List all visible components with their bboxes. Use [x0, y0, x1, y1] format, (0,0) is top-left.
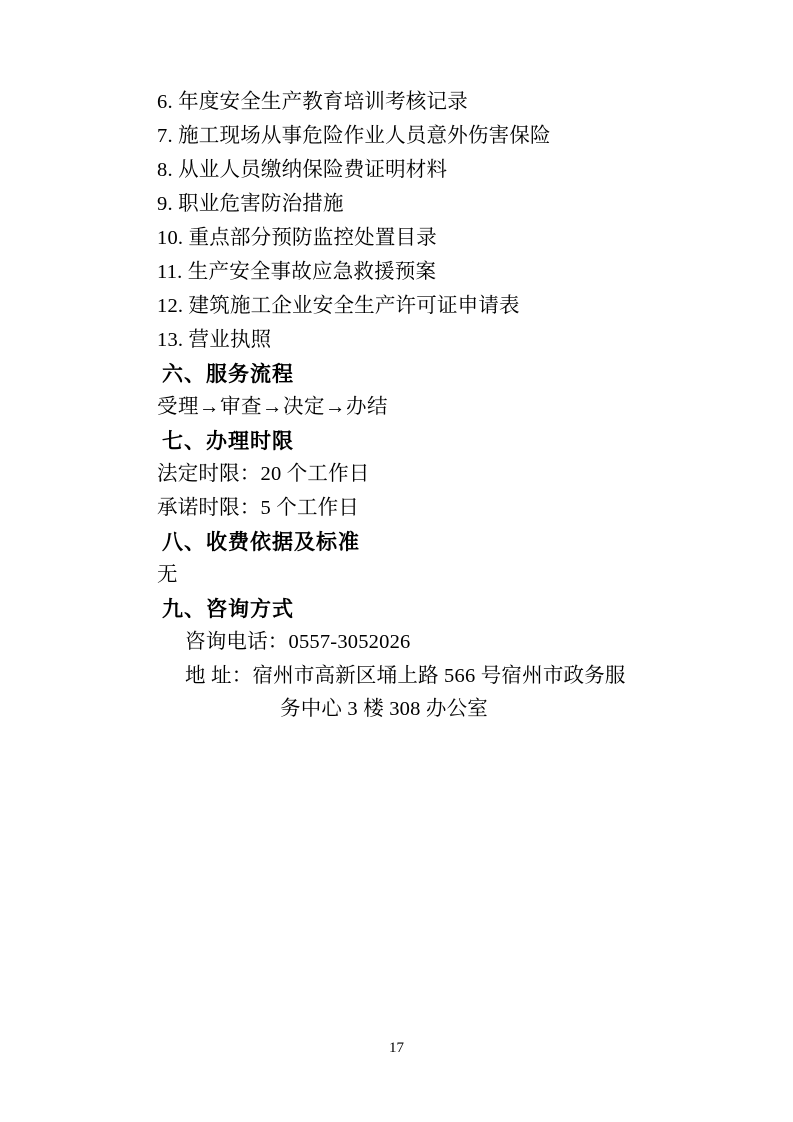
address-label: 地 址： [185, 664, 253, 687]
list-item: 10. 重点部分预防监控处置目录 [157, 227, 437, 249]
address-line-2: 务中心 3 楼 308 办公室 [280, 698, 488, 720]
statutory-time-limit: 法定时限：20 个工作日 [157, 463, 370, 485]
section-text-service-process: 受理→审查→决定→办结 [157, 396, 388, 418]
section-heading-processing-time: 七、办理时限 [162, 429, 294, 453]
promised-time-limit: 承诺时限：5 个工作日 [157, 497, 360, 519]
section-heading-service-process: 六、服务流程 [162, 362, 294, 386]
section-heading-consultation: 九、咨询方式 [162, 597, 294, 621]
list-item: 7. 施工现场从事危险作业人员意外伤害保险 [157, 125, 551, 147]
fee-basis-text: 无 [157, 564, 178, 586]
list-item: 9. 职业危害防治措施 [157, 193, 344, 215]
list-item: 6. 年度安全生产教育培训考核记录 [157, 91, 468, 113]
document-body [157, 92, 683, 720]
page-number: 17 [389, 1040, 404, 1056]
list-item: 12. 建筑施工企业安全生产许可证申请表 [157, 295, 520, 317]
section-heading-fee-basis: 八、收费依据及标准 [162, 530, 360, 554]
list-item: 13. 营业执照 [157, 329, 272, 351]
list-item: 11. 生产安全事故应急救援预案 [157, 261, 437, 283]
consultation-address [185, 666, 683, 720]
address-line-1: 宿州市高新区埇上路 566 号宿州市政务服 [252, 664, 626, 687]
list-item: 8. 从业人员缴纳保险费证明材料 [157, 159, 448, 181]
consultation-phone: 咨询电话：0557-3052026 [185, 631, 411, 653]
